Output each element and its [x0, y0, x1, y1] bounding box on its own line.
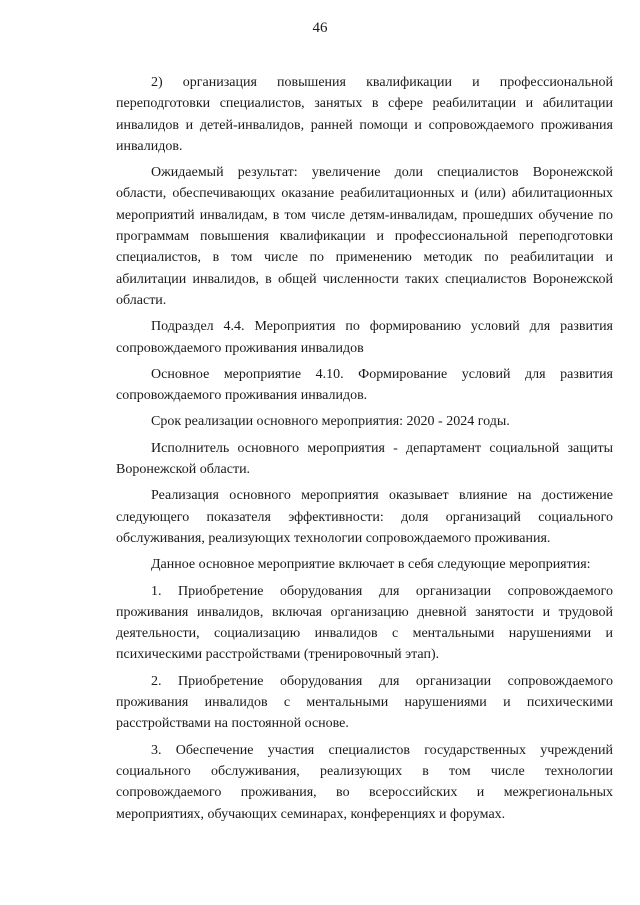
main-activity-title: Основное мероприятие 4.10. Формирование условий для развития сопровождаемого проживания инвалидов. — [116, 366, 613, 404]
paragraph-item-2-training: 2) организация повышения квалификации и профессиональной переподготовки специалистов, занятых в сфере реабилитации и абилитации инвалидов и детей-инвалидов, ранней помощи и сопровождаемого проживания инвалидов. — [116, 75, 613, 154]
page-number: 46 — [312, 20, 328, 36]
activity-item-3: 3. Обеспечение участия специалистов государственных учреждений социального обслуживания, реализующих в том числе технологии сопровождаемого проживания, во всероссийских и межрегиональных мероприятиях, обучающих семинарах, конференциях и форумах. — [116, 742, 613, 822]
executor: Исполнитель основного мероприятия - департамент социальной защиты Воронежской области. — [116, 440, 613, 478]
document-body — [116, 72, 613, 830]
activities-intro: Данное основное мероприятие включает в себя следующие мероприятия: — [151, 557, 591, 573]
impact-indicator: Реализация основного мероприятия оказывает влияние на достижение следующего показателя эффективности: доля организаций социального обслуживания, реализующих технологии сопровождаемого проживания. — [116, 488, 613, 546]
paragraph-expected-result: Ожидаемый результат: увеличение доли специалистов Воронежской области, обеспечивающих оказание реабилитационных и (или) абилитационных мероприятий инвалидам, в том числе детям-инвалидам, прошедших обучение по программам повышения квалификации и профессиональной переподготовки специалистов, в том числе по применению методик по реабилитации и абилитации инвалидов, в общей численности таких специалистов Воронежской области. — [116, 165, 613, 308]
activity-item-1: 1. Приобретение оборудования для организации сопровождаемого проживания инвалидов, включая организацию дневной занятости и трудовой деятельности, социализацию инвалидов с ментальными нарушениями и психическими расстройствами (тренировочный этап). — [116, 583, 613, 663]
activity-item-2: 2. Приобретение оборудования для организации сопровождаемого проживания инвалидов с ментальными нарушениями и психическими расстройствами на постоянной основе. — [116, 673, 613, 732]
subsection-heading: Подраздел 4.4. Мероприятия по формированию условий для развития сопровождаемого проживания инвалидов — [116, 319, 613, 356]
implementation-period: Срок реализации основного мероприятия: 2020 - 2024 годы. — [151, 414, 510, 430]
